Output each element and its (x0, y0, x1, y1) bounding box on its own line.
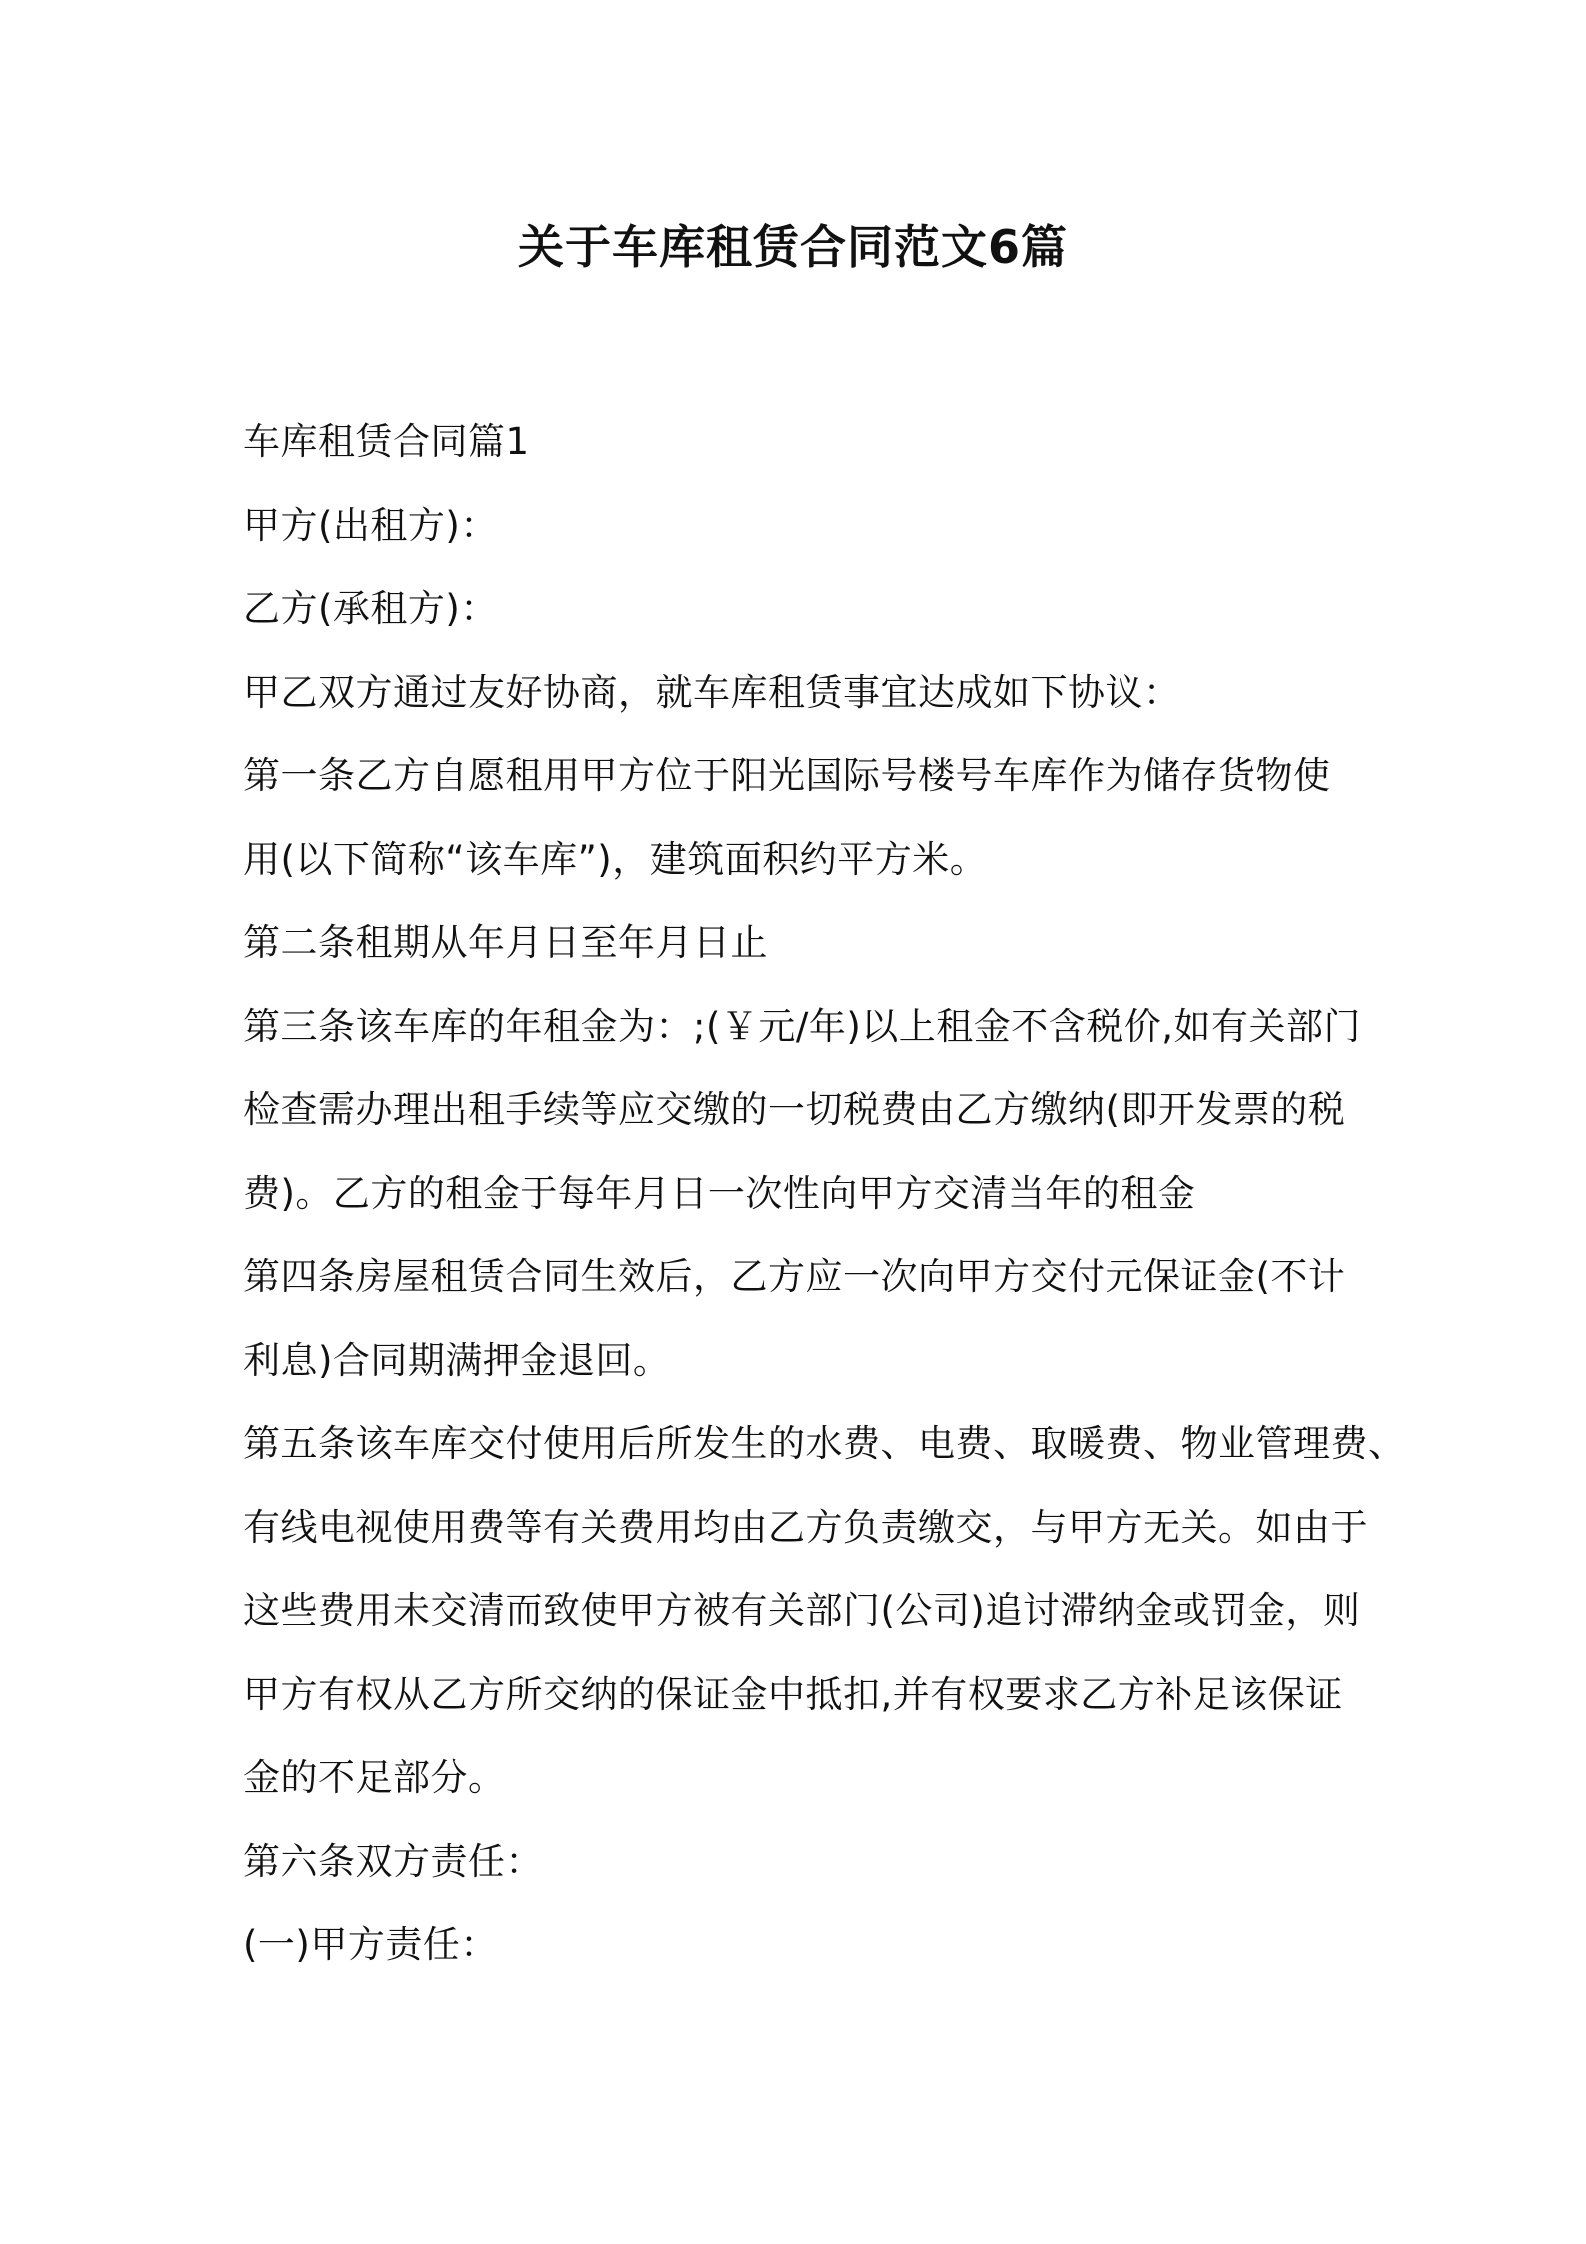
article-6: 第六条双方责任： (243, 1839, 543, 1883)
article-4-line-1: 第四条房屋租赁合同生效后，乙方应一次向甲方交付元保证金(不计 (243, 1255, 1346, 1298)
article-4-line-2: 利息)合同期满押金退回。 (243, 1338, 671, 1382)
party-b-line: 乙方(承租方)： (243, 587, 498, 630)
article-1-line-1: 第一条乙方自愿租用甲方位于阳光国际号楼号车库作为储存货物使 (243, 754, 1331, 797)
party-a-responsibility: (一)甲方责任： (243, 1923, 498, 1966)
article-1-line-2: 用(以下简称“该车库”)，建筑面积约平方米。 (243, 837, 988, 881)
section-heading: 车库租赁合同篇1 (243, 420, 530, 463)
agreement-intro: 甲乙双方通过友好协商，就车库租赁事宜达成如下协议： (243, 670, 1181, 714)
article-3-line-2: 检查需办理出租手续等应交缴的一切税费由乙方缴纳(即开发票的税 (243, 1088, 1346, 1131)
article-3-line-1: 第三条该车库的年租金为：;(￥元/年)以上租金不含税价,如有关部门 (243, 1004, 1362, 1048)
document-body (243, 400, 1406, 1987)
article-3-line-3: 费)。乙方的租金于每年月日一次性向甲方交清当年的租金 (243, 1171, 1196, 1215)
article-5-line-2: 有线电视使用费等有关费用均由乙方负责缴交，与甲方无关。如由于 (243, 1505, 1368, 1549)
article-5-line-3: 这些费用未交清而致使甲方被有关部门(公司)追讨滞纳金或罚金，则 (243, 1589, 1361, 1632)
article-5-line-1: 第五条该车库交付使用后所发生的水费、电费、取暖费、物业管理费、 (243, 1422, 1406, 1465)
article-5-line-4: 甲方有权从乙方所交纳的保证金中抵扣,并有权要求乙方补足该保证 (243, 1672, 1343, 1716)
document-title: 关于车库租赁合同范文6篇 (517, 220, 1068, 274)
article-2: 第二条租期从年月日至年月日止 (243, 921, 768, 964)
article-5-line-5: 金的不足部分。 (243, 1756, 506, 1799)
party-a-line: 甲方(出租方)： (243, 503, 498, 547)
